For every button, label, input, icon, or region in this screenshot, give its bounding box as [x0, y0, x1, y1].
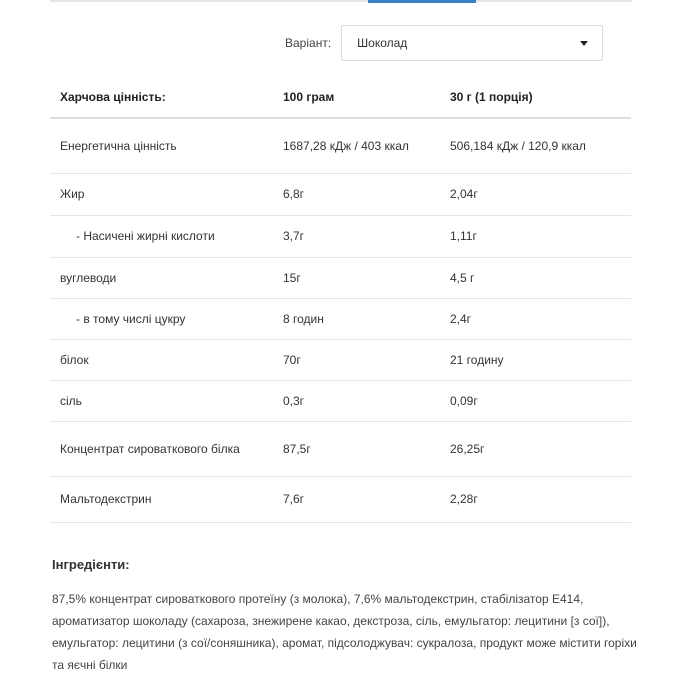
- nutrient-name: Енергетична цінність: [50, 118, 273, 173]
- nutrient-per-100g: 3,7г: [273, 215, 440, 257]
- table-row: [50, 339, 631, 380]
- variant-dropdown[interactable]: [341, 25, 603, 61]
- ingredients-text: 87,5% концентрат сироваткового протеїну (з молока), 7,6% мальтодекстрин, стабілізатор Е414, ароматизатор шоколаду (сахароза, знежирене какао, декстроза, сіль, емульгатор: лецитини [з сої]), емульгатор: лецитини (з сої/соняшника), аромат, підсолоджувач: сукралоза, продукт може містити горіхи та яєчні білки: [52, 592, 637, 672]
- nutrient-per-100g: 0,3г: [273, 380, 440, 421]
- table-row: [50, 380, 631, 421]
- nutrient-per-100g: 6,8г: [273, 173, 440, 215]
- nutrient-per-serving-value: 506,184 кДж / 120,9 ккал: [450, 138, 586, 153]
- nutrient-per-100g: 87,5г: [273, 421, 440, 476]
- ingredients-title: Інгредієнти:: [52, 557, 130, 572]
- nutrient-per-100g: 70г: [273, 339, 440, 380]
- nutrient-name: Мальтодекстрин: [50, 476, 273, 522]
- nutrient-name: [50, 421, 273, 476]
- nutrient-name: вуглеводи: [50, 257, 273, 298]
- nutrient-per-serving: 0,09г: [440, 380, 631, 421]
- nutrient-name: білок: [50, 339, 273, 380]
- header-nutrition: Харчова цінність:: [50, 76, 273, 118]
- table-row: [50, 118, 631, 173]
- table-row: [50, 298, 631, 339]
- table-row: [50, 421, 631, 476]
- nutrient-per-100g: 8 годин: [273, 298, 440, 339]
- active-tab-indicator: [368, 0, 476, 3]
- nutrient-per-100g: 7,6г: [273, 476, 440, 522]
- nutrient-per-serving: 2,04г: [440, 173, 631, 215]
- table-row: [50, 476, 631, 522]
- nutrient-name: сіль: [50, 380, 273, 421]
- nutrient-per-serving: 2,4г: [440, 298, 631, 339]
- nutrient-per-serving: 4,5 г: [440, 257, 631, 298]
- nutrition-header-row: [50, 76, 631, 118]
- variant-selector-row: [285, 24, 603, 62]
- table-row: [50, 215, 631, 257]
- header-per-serving: 30 г (1 порція): [440, 76, 631, 118]
- variant-selected-value: Шоколад: [357, 36, 408, 50]
- header-per-100g: 100 грам: [273, 76, 440, 118]
- tab-strip-divider: [50, 0, 632, 2]
- nutrient-per-100g: [273, 118, 440, 173]
- nutrient-per-serving: 2,28г: [440, 476, 631, 522]
- table-row: [50, 173, 631, 215]
- table-row: [50, 257, 631, 298]
- nutrient-name: - в тому числі цукру: [50, 298, 273, 339]
- variant-label: Варіант:: [285, 36, 332, 50]
- nutrient-per-serving: 1,11г: [440, 215, 631, 257]
- nutrient-per-100g: 15г: [273, 257, 440, 298]
- nutrient-per-serving: [440, 118, 631, 173]
- nutrient-per-serving: 26,25г: [440, 421, 631, 476]
- nutrient-name: - Насичені жирні кислоти: [50, 215, 273, 257]
- nutrient-name-value: Концентрат сироваткового білка: [60, 441, 240, 456]
- nutrient-name: Жир: [50, 173, 273, 215]
- nutrient-per-serving: 21 годину: [440, 339, 631, 380]
- nutrition-table: [50, 76, 631, 523]
- chevron-down-icon: [580, 41, 588, 46]
- nutrient-per-100g-value: 1687,28 кДж / 403 ккал: [283, 138, 409, 153]
